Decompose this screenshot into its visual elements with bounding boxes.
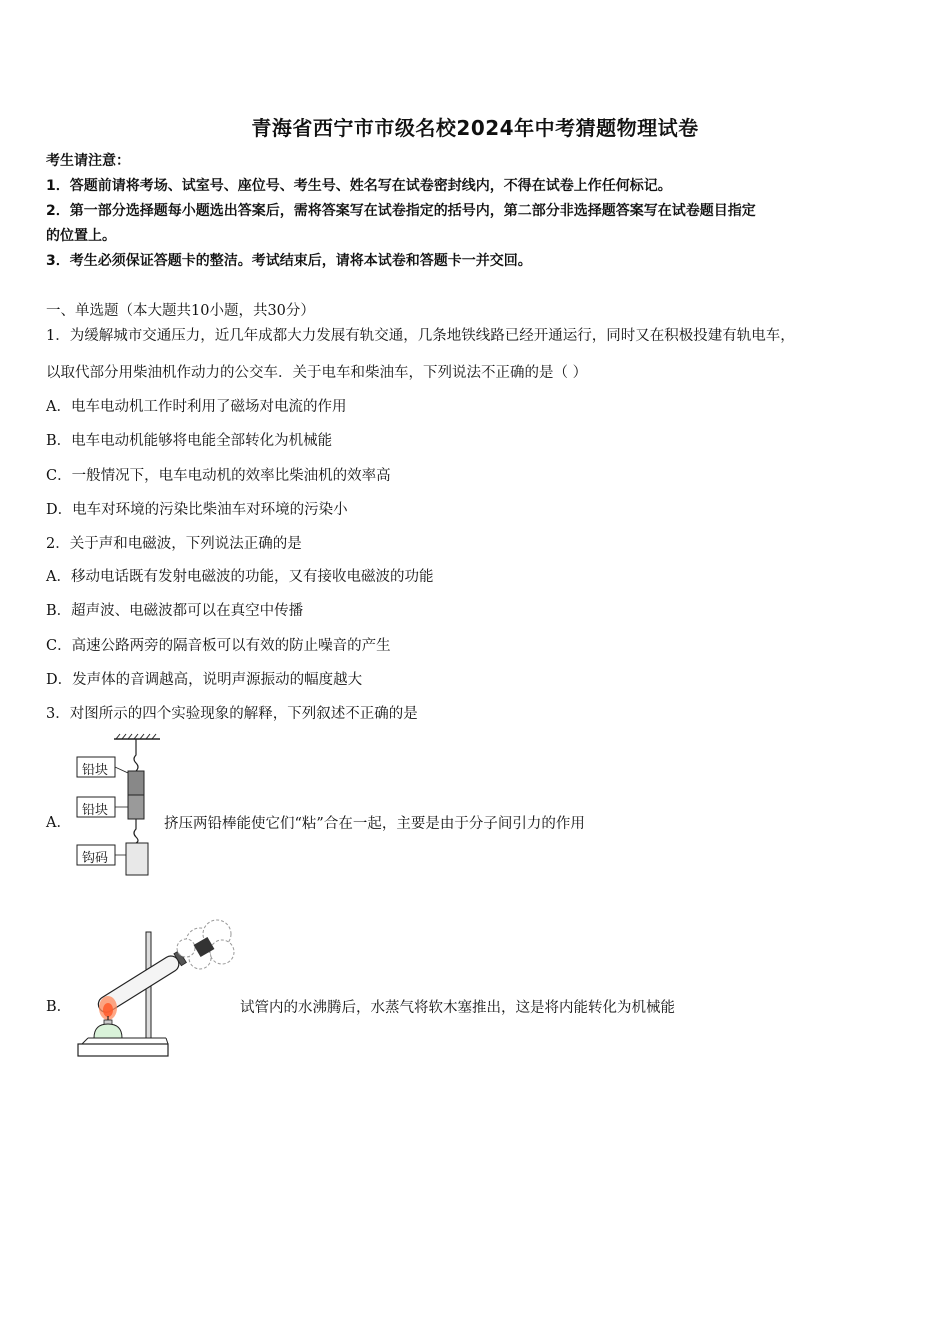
answer-option: C．高速公路两旁的隔音板可以有效的防止噪音的产生: [46, 638, 391, 654]
page-title: 青海省西宁市市级名校2024年中考猜题物理试卷: [251, 116, 699, 140]
notice-item: 的位置上。: [46, 228, 116, 244]
answer-option: B．超声波、电磁波都可以在真空中传播: [46, 603, 304, 619]
notice-item: 2．第一部分选择题每小题选出答案后，需将答案写在试卷指定的括号内，第二部分非选择题答案写在试卷题目指定: [46, 203, 756, 219]
question-stem: 1．为缓解城市交通压力，近几年成都大力发展有轨交通，几条地铁线路已经开通运行，同时又在积极投建有轨电车，: [46, 328, 795, 344]
figure-label: 钩码: [82, 851, 109, 866]
answer-option: A．电车电动机工作时利用了磁场对电流的作用: [46, 399, 347, 415]
option-text: 试管内的水沸腾后，水蒸气将软木塞推出，这是将内能转化为机械能: [240, 1000, 675, 1016]
notice-item: 3．考生必须保证答题卡的整洁。考试结束后，请将本试卷和答题卡一并交回。: [46, 253, 532, 269]
answer-option: D．电车对环境的污染比柴油车对环境的污染小: [46, 502, 348, 518]
answer-option: B．电车电动机能够将电能全部转化为机械能: [46, 433, 333, 449]
test-tube-figure: [72, 912, 242, 1062]
figure-label: 铅块: [82, 763, 109, 778]
lead-blocks-figure: [74, 733, 164, 883]
figure-label: 铅块: [82, 803, 109, 818]
test-tube-diagram: [72, 912, 242, 1062]
section-heading: 一、单选题（本大题共10小题，共30分）: [46, 303, 315, 319]
question-stem: 3．对图所示的四个实验现象的解释，下列叙述不正确的是: [46, 706, 418, 722]
question-stem: 2．关于声和电磁波，下列说法正确的是: [46, 536, 302, 552]
answer-option: A．移动电话既有发射电磁波的功能，又有接收电磁波的功能: [46, 569, 434, 585]
question-stem: 以取代部分用柴油机作动力的公交车．关于电车和柴油车，下列说法不正确的是（ ）: [46, 365, 588, 381]
notice-heading: 考生请注意：: [46, 153, 130, 169]
answer-option: C．一般情况下，电车电动机的效率比柴油机的效率高: [46, 468, 391, 484]
option-letter: B．: [46, 999, 72, 1015]
option-text: 挤压两铅棒能使它们“粘”合在一起，主要是由于分子间引力的作用: [164, 816, 585, 832]
option-letter: A．: [46, 815, 71, 831]
notice-item: 1．答题前请将考场、试室号、座位号、考生号、姓名写在试卷密封线内，不得在试卷上作任何标记。: [46, 178, 672, 194]
answer-option: D．发声体的音调越高，说明声源振动的幅度越大: [46, 672, 363, 688]
